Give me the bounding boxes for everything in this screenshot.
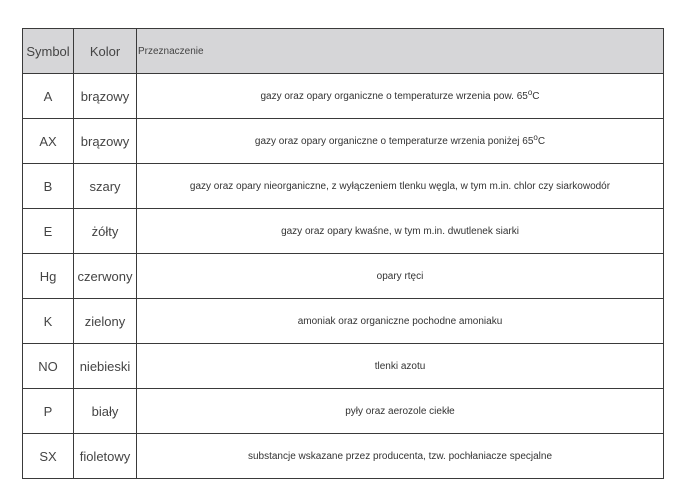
header-symbol: Symbol xyxy=(23,29,74,74)
table-row xyxy=(23,209,664,254)
table-row xyxy=(23,389,664,434)
cell-purpose xyxy=(137,119,664,164)
purpose-unit: C xyxy=(532,90,540,102)
header-row xyxy=(23,29,664,74)
cell-color: fioletowy xyxy=(74,434,137,479)
degree-superscript: o xyxy=(533,132,538,142)
filter-codes-table xyxy=(22,28,664,479)
table-row xyxy=(23,74,664,119)
cell-purpose: gazy oraz opary nieorganiczne, z wyłączeniem tlenku węgla, w tym m.in. chlor czy siarkowodór xyxy=(137,164,664,209)
cell-symbol: AX xyxy=(23,119,74,164)
cell-symbol: K xyxy=(23,299,74,344)
cell-color: zielony xyxy=(74,299,137,344)
cell-purpose: tlenki azotu xyxy=(137,344,664,389)
purpose-text: gazy oraz opary organiczne o temperaturze wrzenia pow. 65 xyxy=(260,90,528,102)
cell-color: żółty xyxy=(74,209,137,254)
degree-superscript: o xyxy=(527,87,533,97)
purpose-unit: C xyxy=(537,135,546,147)
cell-symbol: E xyxy=(23,209,74,254)
cell-symbol: B xyxy=(23,164,74,209)
cell-color: brązowy xyxy=(74,74,137,119)
header-purpose: Przeznaczenie xyxy=(137,29,664,74)
table-row xyxy=(23,344,664,389)
table-row xyxy=(23,299,664,344)
cell-color: szary xyxy=(74,164,137,209)
cell-purpose: pyły oraz aerozole ciekłe xyxy=(137,389,664,434)
cell-purpose: gazy oraz opary kwaśne, w tym m.in. dwutlenek siarki xyxy=(137,209,664,254)
table-row xyxy=(23,434,664,479)
cell-purpose xyxy=(137,74,664,119)
cell-symbol: A xyxy=(23,74,74,119)
cell-purpose: opary rtęci xyxy=(137,254,664,299)
cell-color: brązowy xyxy=(74,119,137,164)
table-row xyxy=(23,119,664,164)
header-color: Kolor xyxy=(74,29,137,74)
cell-color: czerwony xyxy=(74,254,137,299)
cell-color: biały xyxy=(74,389,137,434)
cell-symbol: SX xyxy=(23,434,74,479)
cell-symbol: Hg xyxy=(23,254,74,299)
cell-symbol: P xyxy=(23,389,74,434)
table-row xyxy=(23,254,664,299)
cell-color: niebieski xyxy=(74,344,137,389)
table-header xyxy=(23,29,664,74)
cell-symbol: NO xyxy=(23,344,74,389)
table-row xyxy=(23,164,664,209)
cell-purpose: substancje wskazane przez producenta, tzw. pochłaniacze specjalne xyxy=(137,434,664,479)
table-body xyxy=(23,74,664,479)
purpose-text: gazy oraz opary organiczne o temperaturze wrzenia poniżej 65 xyxy=(254,135,534,147)
cell-purpose: amoniak oraz organiczne pochodne amoniaku xyxy=(137,299,664,344)
